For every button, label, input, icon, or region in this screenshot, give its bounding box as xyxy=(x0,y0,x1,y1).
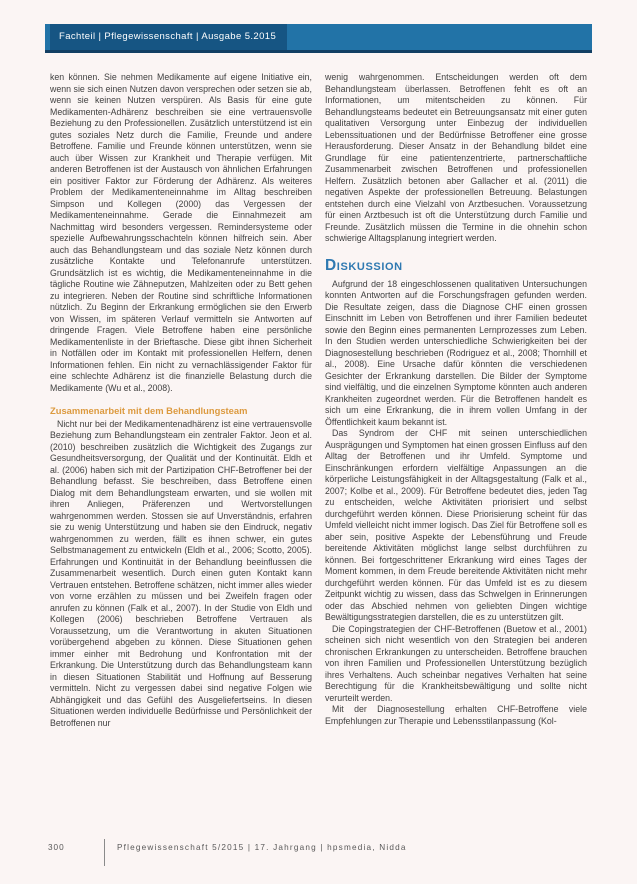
paragraph-behandlungsteam-continuation: wenig wahrgenommen. Entscheidungen werden oft dem Behandlungsteam überlassen. Betroffenen fehlt es oft an Informationen, um mitentscheiden zu können. Für Behandlungsteams bedeutet ein Betreuungsansatz mit einer guten qualitativen Versorgung unter Einbezug der individuellen Lebenssituationen und der Bedürfnisse Betroffener eine grosse Herausforderung. Dieser Ansatz in der Behandlung bildet eine Grundlage für eine patientenzentrierte, partnerschaftliche Zusammenarbeit zwischen Betroffenen und professionellen Helfern. Zusätzlich betonen aber Gallacher et al. (2011) die negativen Aspekte der professionellen Betreuung. Belastungen entstehen durch eine Vielzahl von Arztbesuchen. Voraussetzung für einen Arztbesuch ist oft die Unterstützung durch Familie und Freunde. Zusätzlich müssen die Termine in die ohnehin schon schwierige Alltagsplanung integriert werden. xyxy=(325,72,587,243)
footer-divider xyxy=(104,839,105,866)
paragraph-diskussion-2: Das Syndrom der CHF mit seinen unterschiedlichen Ausprägungen und Symptomen hat einen grossen Einfluss auf den Alltag der Betroffenen und ihr Umfeld. Symptome und Einschränkungen erfordern vielfältige Anpassungen an die körperliche Leistungsfähigkeit in der Alltagsgestaltung (Falk et al., 2007; Kolbe et al., 2009). Für Betroffene bedeutet dies, jeden Tag zu entscheiden, welche Aktivitäten priorisiert und selbst durchgeführt werden können. Diese Priorisierung scheint für das Umfeld vielleicht nicht immer logisch. Das Ziel für Betroffene soll es aber sein, positive Aspekte der Lebensführung und Freude bereitende Aktivitäten möglichst lange selbst durchführen zu können. Bei fortgeschrittener Erkrankung wird eines Tages der Moment kommen, in dem Freude bereitende Aktivitäten nicht mehr durchgeführt werden können. Für das Umfeld ist es zu diesem Zeitpunkt wichtig zu wissen, dass das Schwelgen in Erinnerungen oder das Abschied nehmen von geliebten Dingen wichtige Bewältigungsstrategien darstellen, die es zu unterstützen gilt. xyxy=(325,428,587,622)
article-content xyxy=(50,72,587,832)
paragraph-diskussion-1: Aufgrund der 18 eingeschlossenen qualitativen Untersuchungen konnten Antworten auf die Forschungsfragen gefunden werden. Die Resultate zeigen, dass die Diagnose CHF einen grossen Einschnitt im Leben von Betroffenen und ihrer Familien bedeutet sowie den Beginn eines permanenten Lernprozesses zum Leben. In den Studien werden unterschiedliche Schwierigkeiten bei der Diagnosestellung beschrieben (Rodriguez et al., 2008; Thornhill et al., 2008). Eine Ursache dafür könnten die verschiedenen Gesichter der Erkrankung darstellen. Die Bilder der Symptome sind vielfältig, und die einzelnen Symptome könnten auch anderen Krankheiten zugeordnet werden. Für die Betroffenen handelt es sich um eine Erkrankung, die in ihrem vollen Umfang in der Öffentlichkeit kaum bekannt ist. xyxy=(325,278,587,427)
page-number: 300 xyxy=(48,843,65,852)
right-column xyxy=(325,72,587,832)
header-badge: Fachteil | Pflegewissenschaft | Ausgabe 5.2015 xyxy=(50,24,287,50)
footer-journal-info: Pflegewissenschaft 5/2015 | 17. Jahrgang | hpsmedia, Nidda xyxy=(117,843,407,852)
paragraph-diskussion-3: Die Copingstrategien der CHF-Betroffenen (Buetow et al., 2001) scheinen sich nicht wesentlich von den Strategien bei anderen chronischen Erkrankungen zu unterscheiden. Betroffene brauchen von ihren Familien und Professionellen Unterstützung bezüglich ihres Verhaltens. Auch scheinbar negatives Verhalten hat seine Berechtigung für die Krankheitsbewältigung und sollte nicht verurteilt werden. xyxy=(325,623,587,703)
header-bar xyxy=(45,24,592,53)
left-column xyxy=(50,72,312,832)
section-heading-diskussion: Diskussion xyxy=(325,256,403,274)
paragraph-medication-adherence: ken können. Sie nehmen Medikamente auf eigene Initiative ein, wenn sie sich einen Nutzen davon versprechen oder setzen sie ab, wenn sie keinen Nutzen verspüren. Als Basis für eine gute Medikamenten-Adhärenz beschreiben sie eine vertrauensvolle Beziehung zu den Professionellen. Zusätzlich unterstützend ist ein gutes soziales Netz durch die Familie, Freunde und andere Betroffene. Familie und Freunde können unterstützen, wenn sie auch über Wissen zur Krankheit und Therapie verfügen. Mit anderen Betroffenen ist der Austausch von ähnlichen Erfahrungen ein positiver Faktor zur Förderung der Adhärenz. Als weiteres Problem der Medikamenteneinnahme im Alltag beschreiben Simpson und Kollegen (2000) das Vergessen der Medikamenteneinnahme. Gerade die Einnahmezeit am Nachmittag wird besonders vergessen. Remindersysteme oder spezielle Aufbewahrungsschachteln können hilfreich sein. Aber auch das Behandlungsteam und das soziale Netz können durch zusätzliche Kontakte und Telefonanrufe unterstützen. Grundsätzlich ist es wichtig, die Medikamenteneinnahme in die tägliche Routine wie Zähneputzen, Mahlzeiten oder zu Bett gehen zu integrieren. Neben der Routine sind schriftliche Informationen nützlich. Zu Beginn der Erkrankung ermöglichen sie den Erwerb von Wissen, im späteren Verlauf vermitteln sie Antworten auf dringende Fragen. Viele Betroffene haben eine persönliche Medikamentenliste in der Brieftasche. Diese gibt ihnen Sicherheit in Notfällen oder im Kontakt mit professionellen Helfern, denen Informationen fehlen. Ein nicht zu vernachlässigender Faktor für eine schlechte Adhärenz ist die finanzielle Belastung durch die Medikamente (Wu et al., 2008). xyxy=(50,72,312,393)
paragraph-diskussion-4: Mit der Diagnosestellung erhalten CHF-Betroffene viele Empfehlungen zur Therapie und Lebensstilanpassung (Kol- xyxy=(325,704,587,726)
paragraph-behandlungsteam: Nicht nur bei der Medikamentenadhärenz ist eine vertrauensvolle Beziehung zum Behandlungsteam ein zentraler Faktor. Jeon et al. (2010) beschreiben zusätzlich die Wichtigkeit des Zugangs zur Gesundheitsversorgung, der Qualität und der Kontinuität. Eldh et al. (2006) haben sich mit der Partizipation CHF-Betroffener bei der Behandlung befasst. Sie beschreiben, dass Betroffene einen Dialog mit dem Behandlungsteam erwarten, und sie wollen mit ihren Anliegen, Präferenzen und Wertvorstellungen wahrgenommen werden. Stossen sie auf Unverständnis, erfahren sie zu wenig Unterstützung und haben sie den Eindruck, negativ wahrgenommen zu werden, fällt es ihnen schwer, ein gutes Selbstmanagement zu entwickeln (Eldh et al., 2006; Scotto, 2005). Erfahrungen und Kontinuität in der Behandlung beeinflussen die Zusammenarbeit wesentlich. Durch einen guten Kontakt kann Vertrauen entstehen. Betroffene schätzen, nicht immer alles wieder von vorne erzählen zu müssen und bei Zweifeln fragen oder anrufen zu können (Falk et al., 2007). In der Studie von Eldh und Kollegen (2006) beschrieben Betroffene Vertrauen als Voraussetzung, um die Verantwortung in akuten Situationen vorübergehend abgeben zu können. Diese Situationen gehen immer einher mit Bedrohung und Konfrontation mit der Erkrankung. Die Unterstützung durch das Behandlungsteam kann in diesen Situationen Stabilität und Hoffnung auf Besserung vermitteln. Nicht zu vergessen dabei sind negative Folgen wie Abhängigkeit und das Gefühl des Ausgeliefertseins. In diesen Situationen werden individuelle Bedürfnisse und Persönlichkeit der Betroffenen nur xyxy=(50,418,312,728)
subheading-behandlungsteam: Zusammenarbeit mit dem Behandlungsteam xyxy=(50,405,248,416)
